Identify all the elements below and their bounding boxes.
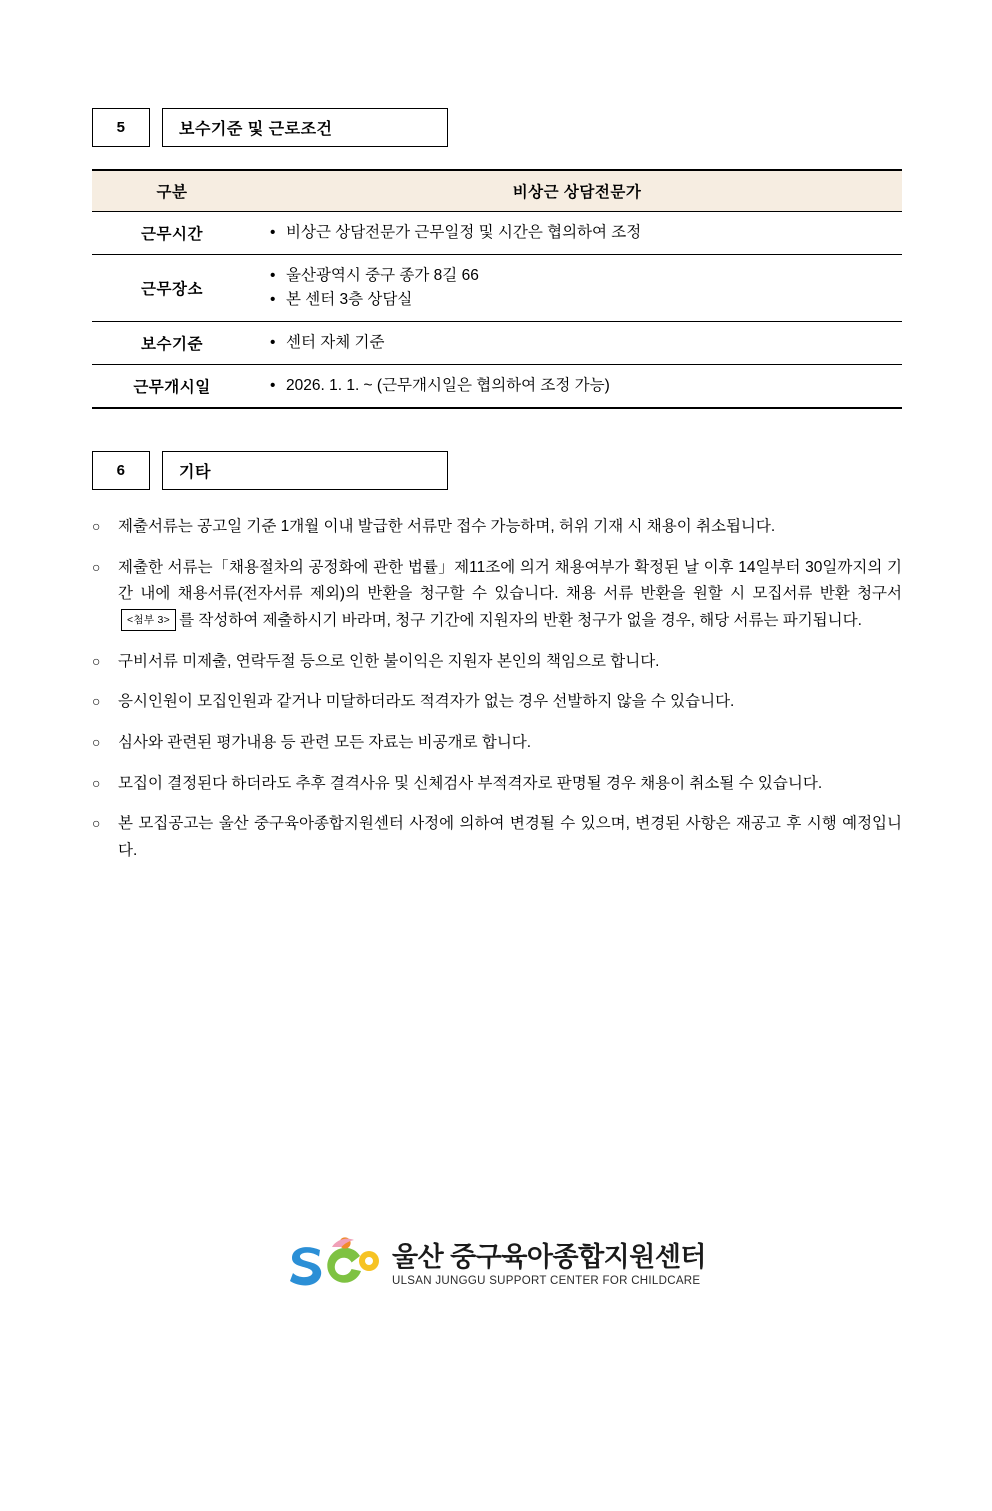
note-text: 본 모집공고는 울산 중구육아종합지원센터 사정에 의하여 변경될 수 있으며, 변경된 사항은 재공고 후 시행 예정입니다. [118,815,902,859]
center-logo [0,1236,992,1294]
list-item [92,811,902,864]
bullet-text: • 울산광역시 중구 종가 8길 66 [270,264,896,288]
list-item [92,689,902,716]
row-value-worktime [252,212,902,255]
section-title-5: 보수기준 및 근로조건 [162,108,448,147]
section-heading-5 [92,108,900,147]
table-header-role: 비상근 상담전문가 [252,170,902,212]
attachment-tag: <첨부 3> [121,609,176,631]
logo-name-en: ULSAN JUNGGU SUPPORT CENTER FOR CHILDCARE [392,1275,701,1288]
bullet-circle-icon: ○ [92,693,101,710]
section-number-6: 6 [92,451,150,490]
bullet-circle-icon: ○ [92,734,101,751]
table-row [92,212,902,255]
conditions-table [92,169,902,409]
note-text: 제출서류는 공고일 기준 1개월 이내 발급한 서류만 접수 가능하며, 허위 기재 시 채용이 취소됩니다. [118,518,776,536]
row-label-pay: 보수기준 [92,322,252,365]
note-text: 심사와 관련된 평가내용 등 관련 모든 자료는 비공개로 합니다. [118,734,532,752]
bullet-text: • 2026. 1. 1. ~ (근무개시일은 협의하여 조정 가능) [270,374,896,398]
table-header-row [92,170,902,212]
table-row [92,255,902,322]
list-item [92,649,902,676]
list-item [92,514,902,541]
document-page [0,108,992,1511]
logo-text [392,1243,706,1288]
row-value-workplace [252,255,902,322]
list-item [92,555,902,635]
note-text: 모집이 결정된다 하더라도 추후 결격사유 및 신체검사 부적격자로 판명될 경우 채용이 취소될 수 있습니다. [118,774,823,792]
row-label-workplace: 근무장소 [92,255,252,322]
table-header-division: 구분 [92,170,252,212]
note-text-part1: 제출한 서류는「채용절차의 공정화에 관한 법률」제11조에 의거 채용여부가 확정된 날 이후 14일부터 30일까지의 기간 내에 채용서류(전자서류 제외)의 반환을 청구할 수 있습니다. 채용 서류 반환을 원할 시 모집서류 반환 청구서 [118,558,902,603]
bullet-circle-icon: ○ [92,774,101,791]
list-item [92,771,902,798]
logo-name-kr: 울산 중구육아종합지원센터 [392,1241,706,1272]
row-value-startdate [252,365,902,409]
row-label-startdate: 근무개시일 [92,365,252,409]
notes-list [92,514,902,865]
list-item [92,730,902,757]
bullet-text: • 비상근 상담전문가 근무일정 및 시간은 협의하여 조정 [270,221,896,245]
table-row [92,365,902,409]
section-heading-6 [92,451,900,490]
bullet-circle-icon: ○ [92,558,101,575]
bullet-circle-icon: ○ [92,815,101,832]
note-text: 구비서류 미제출, 연락두절 등으로 인한 불이익은 지원자 본인의 책임으로 합니다. [118,652,660,670]
note-text-return-documents [118,555,902,635]
section-title-6: 기타 [162,451,448,490]
section-number-5: 5 [92,108,150,147]
table-row [92,322,902,365]
note-text: 응시인원이 모집인원과 같거나 미달하더라도 적격자가 없는 경우 선발하지 않을 수 있습니다. [118,693,735,711]
row-value-pay [252,322,902,365]
bullet-text: • 센터 자체 기준 [270,331,896,355]
bullet-text: • 본 센터 3층 상담실 [270,288,896,312]
logo-mark-icon [286,1236,382,1294]
bullet-circle-icon: ○ [92,652,101,669]
row-label-worktime: 근무시간 [92,212,252,255]
note-text-part2: 를 작성하여 제출하시기 바라며, 청구 기간에 지원자의 반환 청구가 없을 경우, 해당 서류는 파기됩니다. [179,612,862,630]
bullet-circle-icon: ○ [92,518,101,535]
